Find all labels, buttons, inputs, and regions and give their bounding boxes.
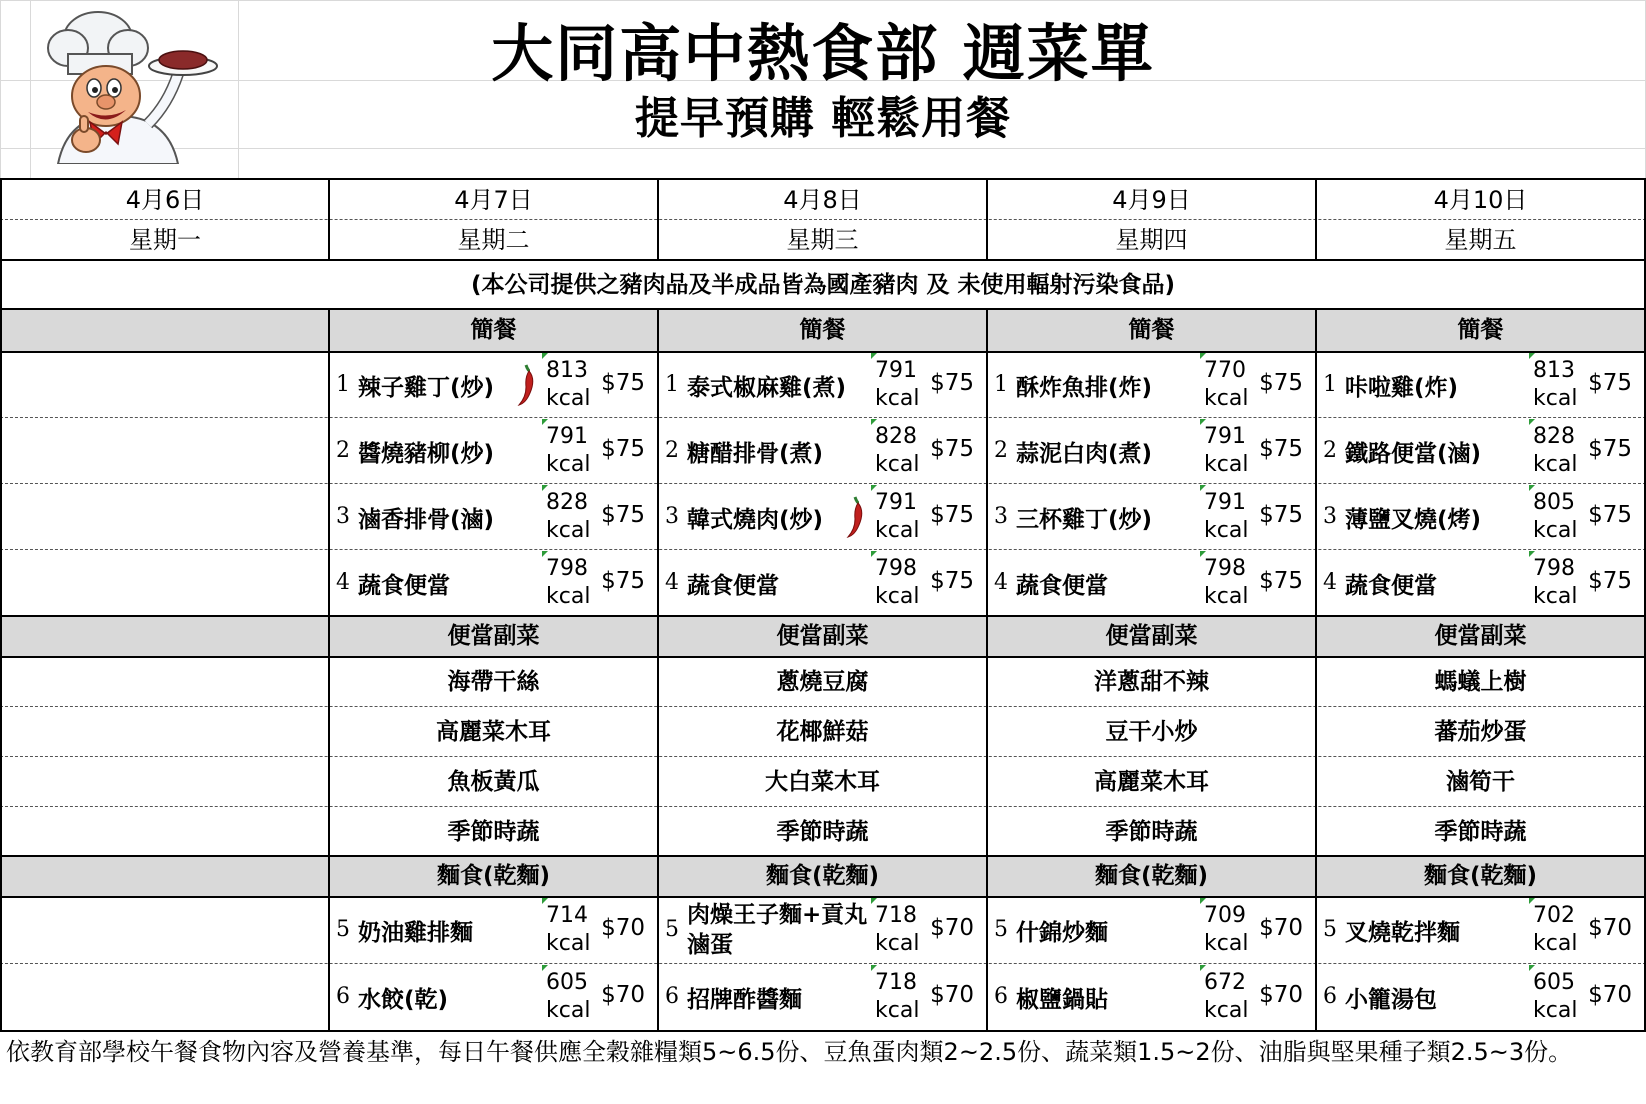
- item-number: 2: [336, 438, 350, 463]
- row-separator: [0, 806, 1646, 807]
- table-border: [0, 1030, 1646, 1032]
- item-name: 蔬食便當: [358, 573, 450, 599]
- item-name: 蒜泥白肉(煮): [1016, 441, 1153, 467]
- item-calories: [546, 902, 590, 958]
- item-calories: [875, 357, 919, 413]
- section-label-noodles: 麵食(乾麵): [1317, 857, 1644, 896]
- item-price: $75: [1259, 502, 1303, 528]
- item-number: 2: [665, 438, 679, 463]
- item-calories: [1204, 423, 1248, 479]
- item-number: 6: [665, 984, 679, 1009]
- calorie-unit: kcal: [546, 931, 591, 956]
- section-label-side-dish: 便當副菜: [1317, 617, 1644, 656]
- section-label-set-meal: 簡餐: [1317, 310, 1644, 351]
- item-number: 1: [1323, 372, 1337, 397]
- calorie-unit: kcal: [1204, 452, 1249, 477]
- chili-pepper-icon: [845, 495, 867, 543]
- item-price: $75: [930, 370, 974, 396]
- item-price: $75: [1259, 370, 1303, 396]
- calorie-unit: kcal: [1204, 386, 1249, 411]
- calorie-value: 672: [1204, 970, 1246, 995]
- item-price: $75: [1588, 568, 1632, 594]
- calorie-value: 791: [875, 490, 917, 515]
- item-calories: [875, 969, 919, 1025]
- item-number: 5: [994, 917, 1008, 942]
- item-price: $70: [1588, 982, 1632, 1008]
- calorie-unit: kcal: [1204, 998, 1249, 1023]
- item-price: $70: [1259, 915, 1303, 941]
- item-name: 酥炸魚排(炸): [1016, 375, 1153, 401]
- item-name: 滷香排骨(滷): [358, 507, 495, 533]
- side-dish: 魚板黃瓜: [447, 769, 540, 795]
- menu-item: [988, 898, 1315, 962]
- calorie-value: 702: [1533, 903, 1575, 928]
- side-dish: 高麗菜木耳: [1094, 769, 1209, 795]
- menu-item: [988, 965, 1315, 1029]
- calorie-unit: kcal: [875, 998, 920, 1023]
- item-calories: [875, 902, 919, 958]
- calorie-unit: kcal: [1533, 584, 1578, 609]
- menu-item: [1317, 965, 1644, 1029]
- item-calories: [1204, 357, 1248, 413]
- section-label-noodles: 麵食(乾麵): [330, 857, 657, 896]
- menu-item: [988, 551, 1315, 615]
- item-name: 叉燒乾拌麵: [1345, 920, 1460, 946]
- item-price: $75: [1588, 436, 1632, 462]
- calorie-value: 813: [1533, 358, 1575, 383]
- item-calories: [1204, 969, 1248, 1025]
- menu-item: [988, 353, 1315, 417]
- item-calories: [546, 969, 590, 1025]
- item-name: 蔬食便當: [1345, 573, 1437, 599]
- item-number: 4: [994, 570, 1008, 595]
- item-number: 2: [1323, 438, 1337, 463]
- item-name: 薄鹽叉燒(烤): [1345, 507, 1482, 533]
- item-name: 水餃(乾): [358, 987, 449, 1013]
- menu-item: [330, 353, 657, 417]
- item-number: 3: [665, 504, 679, 529]
- menu-item: [1317, 485, 1644, 549]
- row-separator: [0, 549, 1646, 550]
- item-calories: [1204, 902, 1248, 958]
- day-weekday: 星期二: [457, 226, 530, 254]
- calorie-unit: kcal: [546, 584, 591, 609]
- item-number: 5: [665, 917, 679, 942]
- calorie-value: 828: [875, 424, 917, 449]
- day-date: 4月7日: [454, 186, 533, 214]
- item-calories: [1533, 489, 1577, 545]
- item-number: 6: [336, 984, 350, 1009]
- calorie-value: 714: [546, 903, 588, 928]
- item-calories: [875, 423, 919, 479]
- calorie-unit: kcal: [1204, 931, 1249, 956]
- grid-line: [0, 0, 1646, 1]
- row-separator: [0, 963, 1646, 964]
- page-title: 大同高中熱食部 週菜單: [491, 17, 1155, 90]
- item-calories: [1533, 902, 1577, 958]
- item-price: $70: [601, 982, 645, 1008]
- section-label-side-dish: 便當副菜: [659, 617, 986, 656]
- row-separator: [0, 706, 1646, 707]
- side-dish: 季節時蔬: [1434, 819, 1527, 845]
- item-number: 1: [665, 372, 679, 397]
- row-separator: [0, 756, 1646, 757]
- item-calories: [1533, 555, 1577, 611]
- day-date: 4月6日: [125, 186, 205, 214]
- side-dish: 花椰鮮菇: [776, 719, 869, 745]
- item-name: 三杯雞丁(炒): [1016, 507, 1153, 533]
- item-number: 3: [1323, 504, 1337, 529]
- item-price: $75: [601, 370, 645, 396]
- calorie-unit: kcal: [1533, 518, 1578, 543]
- calorie-value: 805: [1533, 490, 1575, 515]
- calorie-unit: kcal: [546, 452, 591, 477]
- item-number: 1: [336, 372, 350, 397]
- item-name: 小籠湯包: [1345, 987, 1437, 1013]
- item-calories: [546, 555, 590, 611]
- item-name: 辣子雞丁(炒): [358, 375, 495, 401]
- chili-pepper-icon: [516, 363, 538, 411]
- calorie-unit: kcal: [1204, 584, 1249, 609]
- day-weekday: 星期四: [1115, 226, 1188, 254]
- item-name: 咔啦雞(炸): [1345, 375, 1459, 401]
- calorie-value: 605: [546, 970, 588, 995]
- item-price: $70: [930, 915, 974, 941]
- notice-text: (本公司提供之豬肉品及半成品皆為國產豬肉 及 未使用輻射污染食品): [470, 272, 1176, 298]
- item-calories: [875, 555, 919, 611]
- calorie-value: 828: [546, 490, 588, 515]
- item-number: 6: [994, 984, 1008, 1009]
- item-calories: [1204, 555, 1248, 611]
- item-name: 什錦炒麵: [1016, 920, 1108, 946]
- item-name: 醬燒豬柳(炒): [358, 441, 495, 467]
- calorie-value: 798: [875, 556, 917, 581]
- day-weekday: 星期三: [786, 226, 859, 254]
- calorie-unit: kcal: [1533, 386, 1578, 411]
- item-price: $75: [1588, 370, 1632, 396]
- day-weekday: 星期一: [129, 226, 201, 254]
- day-date: 4月9日: [1112, 186, 1191, 214]
- side-dish: 季節時蔬: [1105, 819, 1198, 845]
- side-dish: 大白菜木耳: [765, 769, 880, 795]
- item-name: 韓式燒肉(炒): [687, 507, 824, 533]
- item-number: 4: [336, 570, 350, 595]
- item-price: $75: [930, 568, 974, 594]
- item-calories: [546, 423, 590, 479]
- calorie-value: 798: [1533, 556, 1575, 581]
- item-name: 糖醋排骨(煮): [687, 441, 824, 467]
- column-border: [0, 308, 2, 1032]
- item-calories: [875, 489, 919, 545]
- calorie-value: 718: [875, 970, 917, 995]
- section-label-side-dish: 便當副菜: [988, 617, 1315, 656]
- nutrition-footer: 依教育部學校午餐食物內容及營養基準，每日午餐供應全穀雜糧類5~6.5份、豆魚蛋肉類2~2.5份、蔬菜類1.5~2份、油脂與堅果種子類2.5~3份。: [6, 1038, 1573, 1066]
- section-label-set-meal: 簡餐: [330, 310, 657, 351]
- item-name: 泰式椒麻雞(煮): [687, 375, 847, 401]
- menu-item: [330, 965, 657, 1029]
- side-dish: 季節時蔬: [447, 819, 540, 845]
- menu-item: [1317, 551, 1644, 615]
- menu-item: [659, 898, 986, 962]
- menu-item: [330, 419, 657, 483]
- item-calories: [1533, 969, 1577, 1025]
- calorie-unit: kcal: [546, 386, 591, 411]
- item-name: 奶油雞排麵: [358, 920, 473, 946]
- item-calories: [546, 489, 590, 545]
- item-name: 肉燥王子麵+貢丸滷蛋: [687, 902, 868, 958]
- menu-item: [659, 551, 986, 615]
- calorie-unit: kcal: [1533, 452, 1578, 477]
- calorie-unit: kcal: [546, 518, 591, 543]
- side-dish: 螞蟻上樹: [1434, 669, 1527, 695]
- item-number: 5: [1323, 917, 1337, 942]
- item-number: 3: [336, 504, 350, 529]
- calorie-unit: kcal: [875, 584, 920, 609]
- side-dish: 季節時蔬: [776, 819, 869, 845]
- side-dish: 高麗菜木耳: [436, 719, 551, 745]
- item-price: $75: [601, 502, 645, 528]
- calorie-value: 813: [546, 358, 588, 383]
- item-price: $70: [1259, 982, 1303, 1008]
- section-label-set-meal: 簡餐: [988, 310, 1315, 351]
- row-separator: [0, 483, 1646, 484]
- item-price: $70: [930, 982, 974, 1008]
- side-dish: 蕃茄炒蛋: [1434, 719, 1527, 745]
- item-price: $75: [601, 568, 645, 594]
- day-date: 4月8日: [783, 186, 862, 214]
- side-dish: 洋蔥甜不辣: [1094, 669, 1209, 695]
- calorie-value: 718: [875, 903, 917, 928]
- calorie-unit: kcal: [875, 518, 920, 543]
- menu-item: [1317, 419, 1644, 483]
- grid-line: [0, 148, 1646, 149]
- item-number: 3: [994, 504, 1008, 529]
- side-dish: 蔥燒豆腐: [776, 669, 869, 695]
- section-label-noodles: 麵食(乾麵): [659, 857, 986, 896]
- menu-item: [988, 485, 1315, 549]
- item-name: 椒鹽鍋貼: [1016, 987, 1108, 1013]
- item-number: 1: [994, 372, 1008, 397]
- menu-item: [1317, 353, 1644, 417]
- calorie-unit: kcal: [875, 452, 920, 477]
- day-date: 4月10日: [1433, 186, 1528, 214]
- menu-item: [659, 965, 986, 1029]
- calorie-value: 791: [546, 424, 588, 449]
- menu-item: [330, 485, 657, 549]
- calorie-unit: kcal: [875, 386, 920, 411]
- menu-item: [988, 419, 1315, 483]
- item-price: $75: [601, 436, 645, 462]
- calorie-unit: kcal: [1533, 931, 1578, 956]
- menu-item: [1317, 898, 1644, 962]
- calorie-unit: kcal: [875, 931, 920, 956]
- item-price: $75: [930, 436, 974, 462]
- section-label-set-meal: 簡餐: [659, 310, 986, 351]
- calorie-value: 828: [1533, 424, 1575, 449]
- section-label-noodles: 麵食(乾麵): [988, 857, 1315, 896]
- item-number: 4: [1323, 570, 1337, 595]
- section-label-side-dish: 便當副菜: [330, 617, 657, 656]
- item-price: $75: [1588, 502, 1632, 528]
- item-number: 2: [994, 438, 1008, 463]
- item-price: $75: [1259, 568, 1303, 594]
- side-dish: 滷筍干: [1446, 769, 1515, 795]
- calorie-value: 709: [1204, 903, 1246, 928]
- day-weekday: 星期五: [1444, 226, 1517, 254]
- side-dish: 海帶干絲: [447, 669, 540, 695]
- row-separator: [0, 417, 1646, 418]
- menu-item: [330, 551, 657, 615]
- calorie-value: 791: [1204, 424, 1246, 449]
- item-calories: [1533, 357, 1577, 413]
- item-name: 鐵路便當(滷): [1345, 441, 1482, 467]
- item-price: $70: [601, 915, 645, 941]
- item-price: $75: [1259, 436, 1303, 462]
- calorie-unit: kcal: [1533, 998, 1578, 1023]
- calorie-value: 770: [1204, 358, 1246, 383]
- page-subtitle: 提早預購 輕鬆用餐: [634, 93, 1012, 144]
- item-calories: [1204, 489, 1248, 545]
- side-dish: 豆干小炒: [1105, 719, 1198, 745]
- calorie-value: 791: [1204, 490, 1246, 515]
- calorie-value: 798: [546, 556, 588, 581]
- item-name: 蔬食便當: [687, 573, 779, 599]
- item-price: $70: [1588, 915, 1632, 941]
- item-name: 招牌酢醬麵: [687, 987, 802, 1013]
- calorie-value: 605: [1533, 970, 1575, 995]
- item-calories: [546, 357, 590, 413]
- item-number: 4: [665, 570, 679, 595]
- calorie-value: 791: [875, 358, 917, 383]
- menu-item: [330, 898, 657, 962]
- item-price: $75: [930, 502, 974, 528]
- menu-item: [659, 485, 986, 549]
- item-number: 6: [1323, 984, 1337, 1009]
- menu-item: [659, 353, 986, 417]
- calorie-unit: kcal: [546, 998, 591, 1023]
- calorie-unit: kcal: [1204, 518, 1249, 543]
- calorie-value: 798: [1204, 556, 1246, 581]
- item-calories: [1533, 423, 1577, 479]
- item-number: 5: [336, 917, 350, 942]
- menu-item: [659, 419, 986, 483]
- item-name: 蔬食便當: [1016, 573, 1108, 599]
